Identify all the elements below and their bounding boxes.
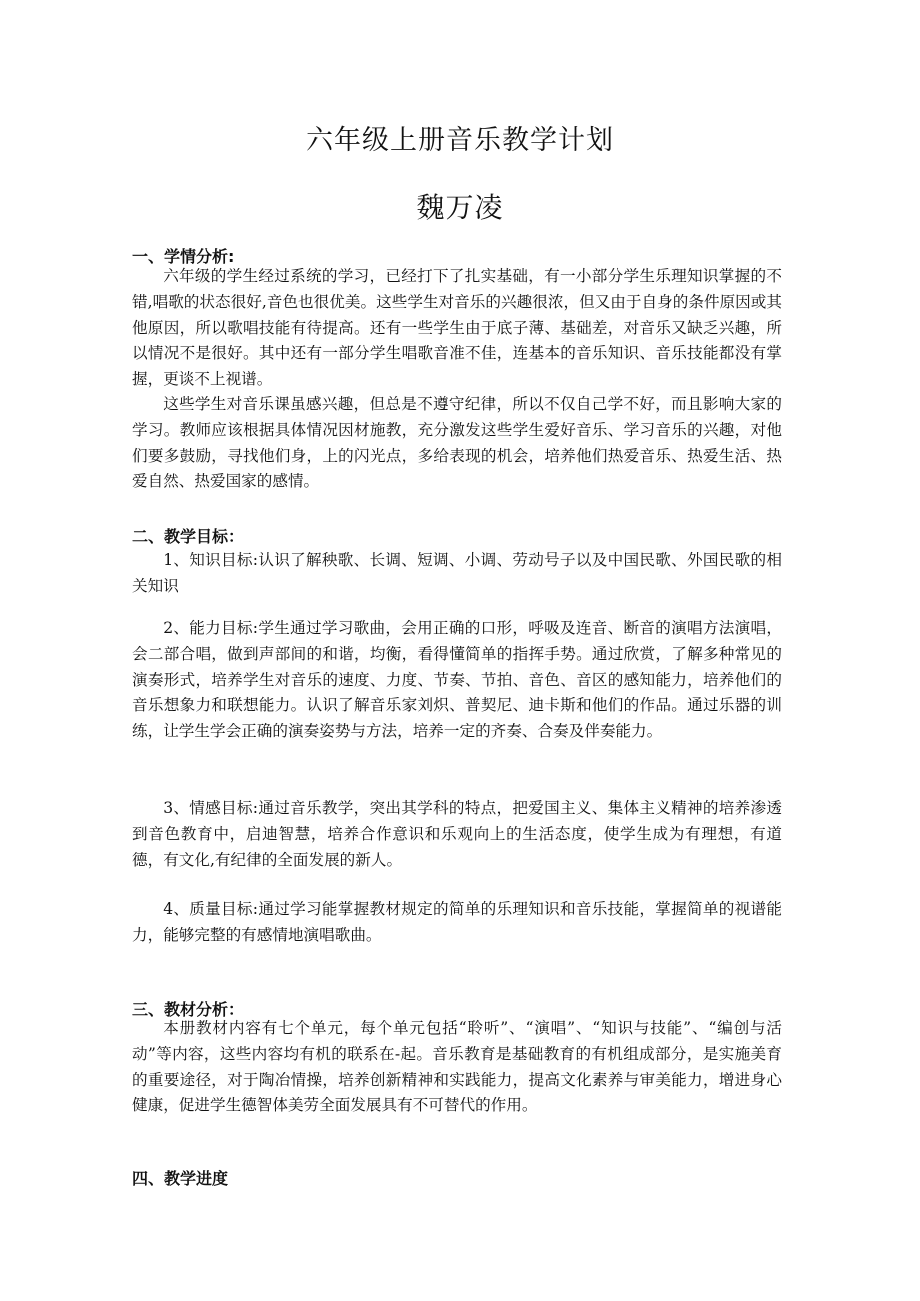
paragraph: 本册教材内容有七个单元，每个单元包括“聆听”、“演唱”、“知识与技能”、“编创与活动”等内容，这些内容均有机的联系在-起。音乐教育是基础教育的有机组成部分，是实施美育的重要途径，对于陶冶情操，培养创新精神和实践能力，提高文化素养与审美能力，增进身心健康，促进学生德智体美劳全面发展具有不可替代的作用。: [132, 1019, 782, 1115]
paragraph: 3、情感目标:通过音乐教学，突出其学科的特点，把爱国主义、集体主义精神的培养渗透到音色教育中，启迪智慧，培养合作意识和乐观向上的生活态度，使学生成为有理想，有道德，有文化,有纪律的全面发展的新人。: [132, 799, 782, 869]
section-heading-teaching-schedule: 四、教学进度: [132, 1169, 229, 1188]
paragraph: 六年级的学生经过系统的学习，已经打下了扎实基础，有一小部分学生乐理知识掌握的不错,唱歌的状态很好,音色也很优美。这些学生对音乐的兴趣很浓，但又由于自身的条件原因或其他原因，所以歌唱技能有待提高。还有一些学生由于底子薄、基础差，对音乐又缺乏兴趣，所以情况不是很好。其中还有一部分学生唱歌音准不佳，连基本的音乐知识、音乐技能都没有掌握，更谈不上视谱。: [132, 267, 782, 389]
section-heading-student-analysis: 一、学情分析:: [132, 247, 235, 266]
paragraph: 4、质量目标:通过学习能掌握教材规定的简单的乐理知识和音乐技能，掌握简单的视谱能力，能够完整的有感情地演唱歌曲。: [132, 900, 782, 944]
document-title: 六年级上册音乐教学计划: [306, 125, 614, 156]
paragraph: 1、知识目标:认识了解秧歌、长调、短调、小调、劳动号子以及中国民歌、外国民歌的相关知识: [132, 551, 782, 595]
section-heading-teaching-goals: 二、教学目标：: [132, 527, 245, 546]
document-author: 魏万凌: [416, 191, 504, 224]
paragraph: 2、能力目标:学生通过学习歌曲，会用正确的口形，呼吸及连音、断音的演唱方法演唱，会二部合唱，做到声部间的和谐，均衡，看得懂简单的指挥手势。通过欣赏，了解多种常见的演奏形式，培养学生对音乐的速度、力度、节奏、节拍、音色、音区的感知能力，培养他们的音乐想象力和联想能力。认识了解音乐家刘炽、普契尼、迪卡斯和他们的作品。通过乐器的训练，让学生学会正确的演奏姿势与方法，培养一定的齐奏、合奏及伴奏能力。: [132, 619, 782, 741]
paragraph: 这些学生对音乐课虽感兴趣，但总是不遵守纪律，所以不仅自己学不好，而且影响大家的学习。教师应该根据具体情况因材施教，充分激发这些学生爱好音乐、学习音乐的兴趣，对他们要多鼓励，寻找他们身，上的闪光点，多给表现的机会，培养他们热爱音乐、热爱生活、热爱自然、热爱国家的感情。: [132, 395, 782, 491]
section-heading-textbook-analysis: 三、教材分析：: [132, 1000, 245, 1019]
